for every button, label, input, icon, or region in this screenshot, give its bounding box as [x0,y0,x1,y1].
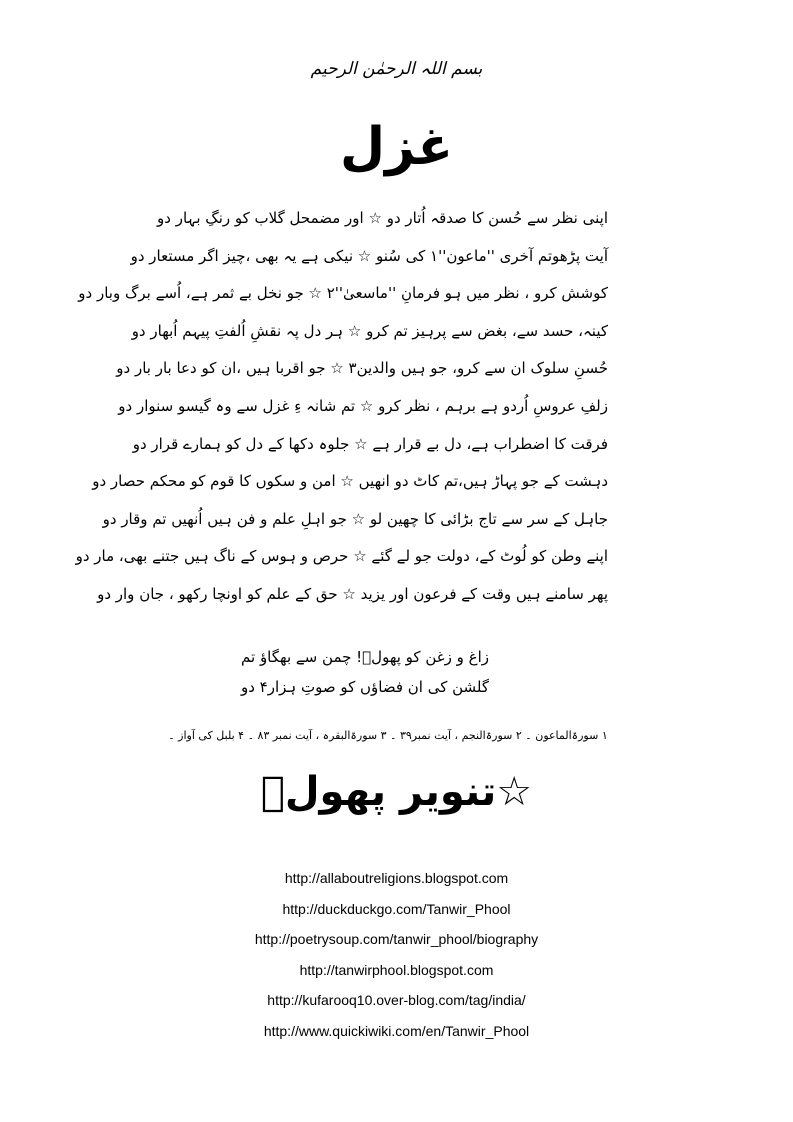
verse-line: کوشش کرو ، نظر میں ہو فرمانِ ''ماسعیٰ''۲ ☆ جو نخل بے ثمر ہے، اُسے برگ وبار دو [78,284,608,303]
tanwirphool-blog-link[interactable]: http://tanwirphool.blogspot.com [299,961,494,978]
verse-list [75,200,608,614]
blog-link[interactable]: http://allaboutreligions.blogspot.com [284,870,509,886]
poetrysoup-link[interactable]: http://poetrysoup.com/tanwir_phool/biography [254,931,539,948]
verse-line: اپنے وطن کو لُوٹ کے، دولت جو لے گئے ☆ حرص و ہوس کے ناگ ہیں جتنے بھی، مار دو [75,547,608,566]
verse-line: پھر سامنے ہیں وقت کے فرعون اور یزید ☆ حق کے علم کو اونچا رکھو ، جان وار دو [97,584,608,603]
verse-line: فرقت کا اضطراب ہے، دل بے قرار ہے ☆ جلوہ دکھا کے دل کو ہمارے قرار دو [132,434,608,453]
overblog-link[interactable]: http://kufarooq10.over-blog.com/tag/india/ [267,992,526,1009]
verse-line: حُسنِ سلوک ان سے کرو، جو ہیں والدین۳ ☆ جو اقربا ہیں ،ان کو دعا بار بار دو [116,359,608,378]
verse-line: جاہل کے سر سے تاج بڑائی کا چھین لو ☆ جو اہلِ علم و فن ہیں اُنھیں تم وقار دو [102,509,608,528]
bismillah-heading: بسم اللہ الرحمٰن الرحیم [310,59,483,79]
closing-couplet [200,642,530,702]
poet-signature: ☆تنویر پھولؔ [260,769,533,815]
verse-line: آیت پڑھوتم آخری ''ماعون''۱ کی سُنو ☆ نیکی ہے یہ بھی ،چیز اگر مستعار دو [130,246,608,265]
closing-line: زاغ و زغن کو پھولؔ! چمن سے بھگاؤ تم [241,648,489,666]
verse-line: اپنی نظر سے حُسن کا صدقہ اُتار دو ☆ اور مضمحل گلاب کو رنگِ بہار دو [157,209,608,227]
quickiwiki-link[interactable]: http://www.quickiwiki.com/en/Tanwir_Phool [263,1022,530,1039]
footnotes: ۱ سورۃالماعون ۔ ۲ سورۃالنجم ، آیت نمبر۳۹ ۔ ۳ سورۃالبقرہ ، آیت نمبر ۸۳ ۔ ۴ بلبل کی آواز ۔ [168,729,608,742]
verse-line: زلفِ عروسِ اُردو ہے برہم ، نظر کرو ☆ تم شانہ ءِ غزل سے وہ گیسو سنوار دو [118,396,608,415]
verse-line: کینہ، حسد سے، بغض سے پرہیز تم کرو ☆ ہر دل پہ نقشِ اُلفتِ پیہم اُبھار دو [131,321,608,340]
ghazal-title: غزل [340,117,453,177]
link-list [0,866,793,1050]
closing-line: گلشن کی ان فضاؤں کو صوتِ ہزار۴ دو [240,678,490,696]
duckduckgo-link[interactable]: http://duckduckgo.com/Tanwir_Phool [282,900,511,917]
verse-line: دہشت کے جو پہاڑ ہیں،تم کاٹ دو انھیں ☆ امن و سکوں کا قوم کو محکم حصار دو [92,472,608,491]
